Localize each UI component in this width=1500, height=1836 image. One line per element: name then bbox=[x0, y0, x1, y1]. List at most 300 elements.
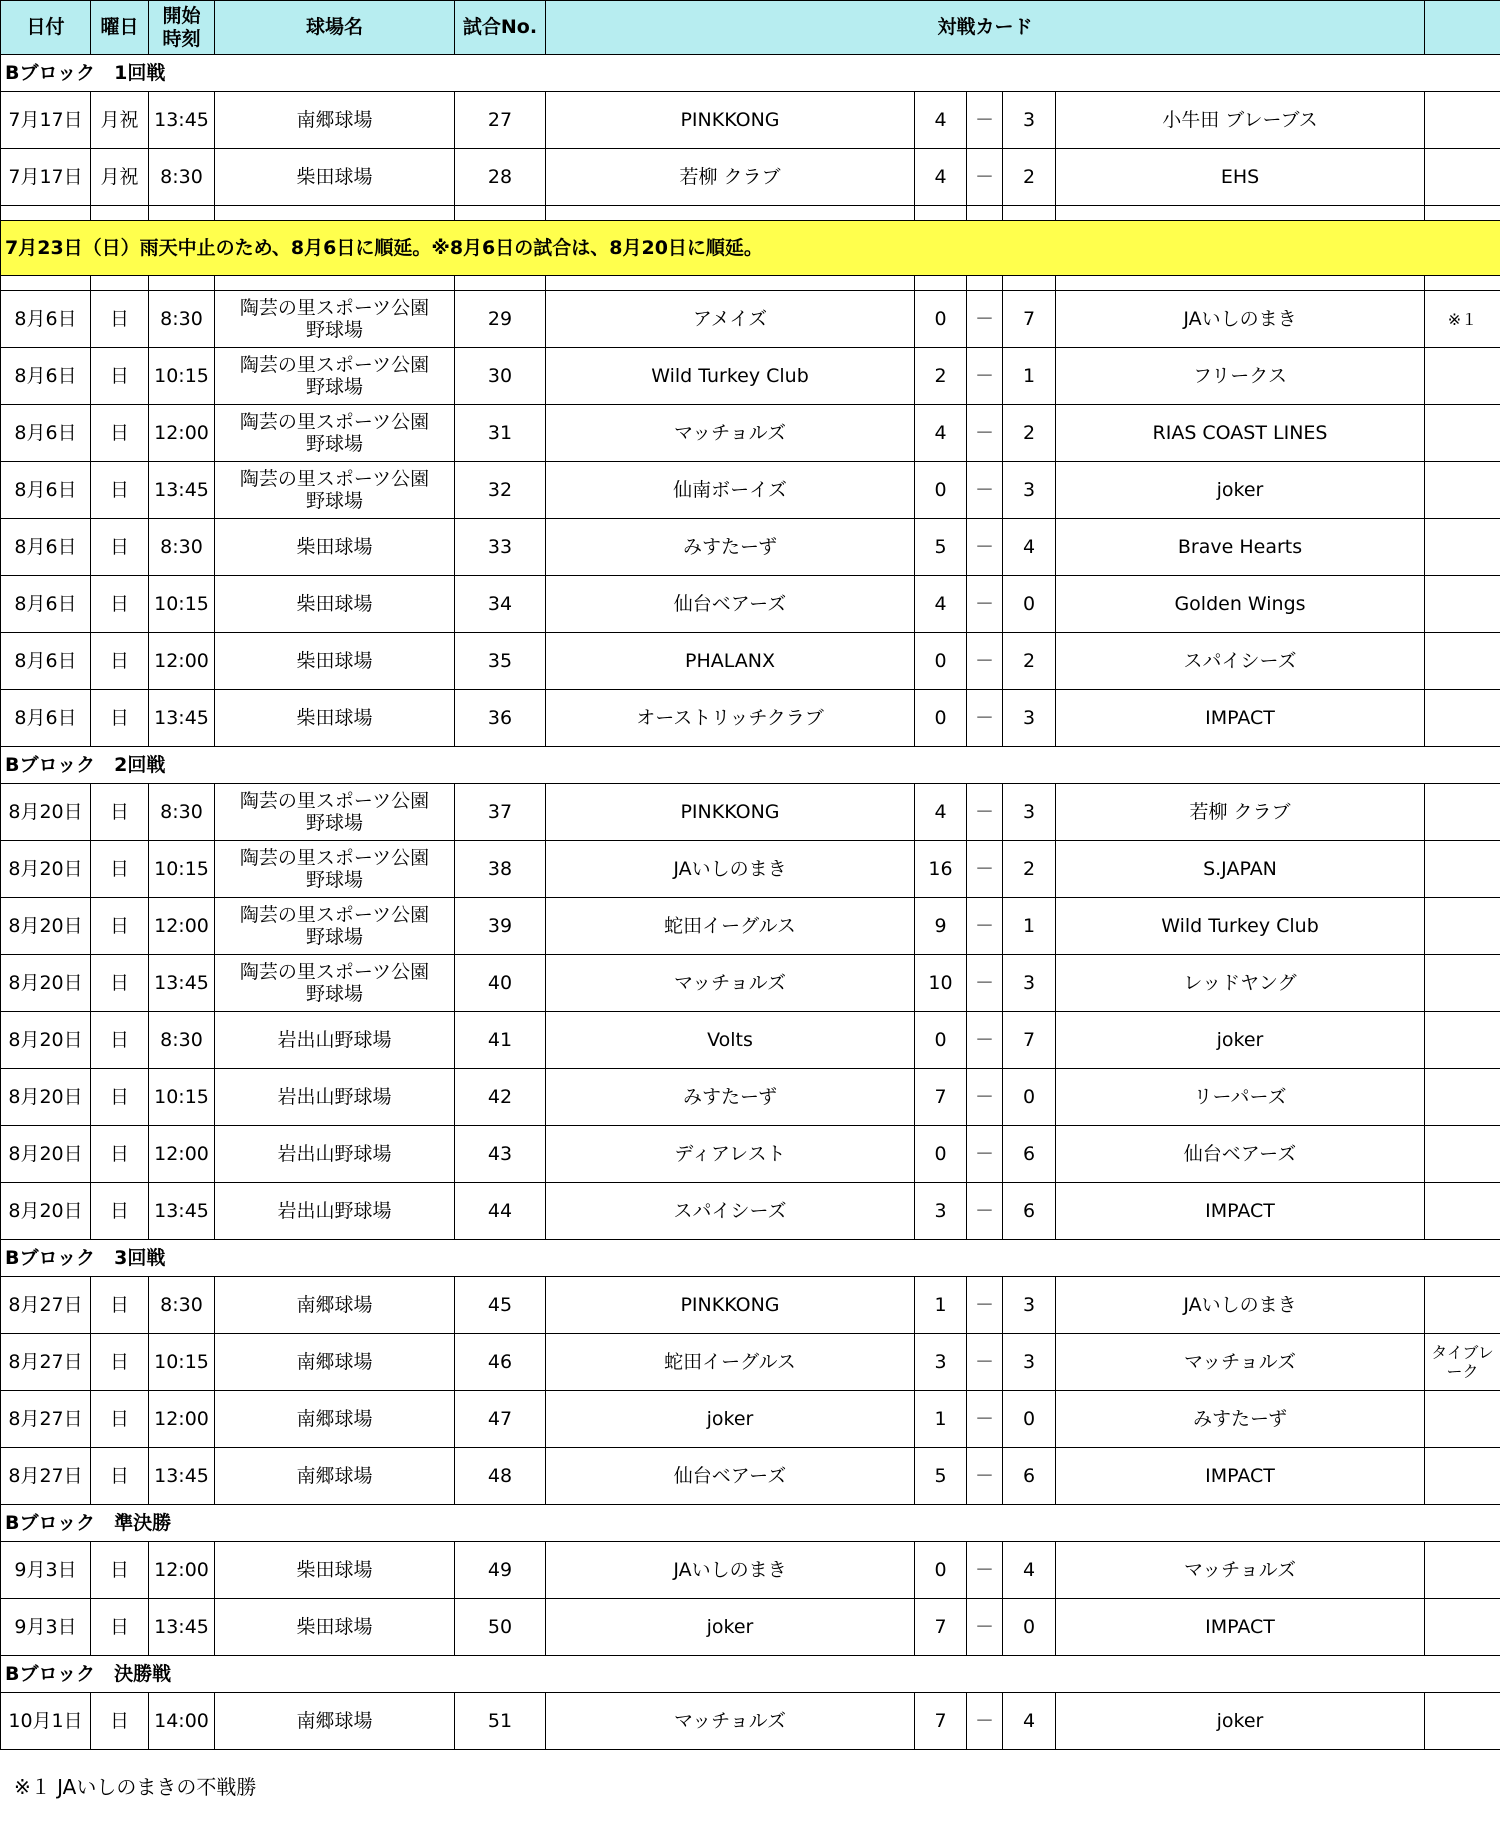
game-date: 8月20日 bbox=[1, 1183, 91, 1240]
game-start-time: 10:15 bbox=[149, 576, 215, 633]
game-weekday: 日 bbox=[91, 841, 149, 898]
away-score: 0 bbox=[1003, 576, 1056, 633]
venue-name-line2: 野球場 bbox=[305, 812, 363, 834]
game-note bbox=[1425, 955, 1500, 1012]
game-note: ※１ bbox=[1425, 291, 1500, 348]
game-weekday: 月祝 bbox=[91, 92, 149, 149]
game-weekday: 日 bbox=[91, 519, 149, 576]
game-number: 31 bbox=[455, 405, 546, 462]
home-score: 7 bbox=[915, 1069, 967, 1126]
footnote: ※１ JAいしのまきの不戦勝 bbox=[14, 1775, 257, 1799]
score-dash: － bbox=[967, 1012, 1003, 1069]
game-weekday: 日 bbox=[91, 898, 149, 955]
section-title: Bブロック 決勝戦 bbox=[1, 1656, 1500, 1693]
game-date: 10月1日 bbox=[1, 1693, 91, 1750]
venue-name: 柴田球場 bbox=[296, 165, 373, 188]
game-venue bbox=[215, 92, 455, 149]
game-number: 39 bbox=[455, 898, 546, 955]
game-weekday: 日 bbox=[91, 1126, 149, 1183]
score-dash: － bbox=[967, 1334, 1003, 1391]
game-note bbox=[1425, 1391, 1500, 1448]
home-team: JAいしのまき bbox=[546, 841, 915, 898]
game-number: 37 bbox=[455, 784, 546, 841]
venue-name: 岩出山野球場 bbox=[277, 1028, 392, 1051]
header-game-no: 試合No. bbox=[455, 1, 546, 55]
header-weekday: 曜日 bbox=[91, 1, 149, 55]
venue-name: 南郷球場 bbox=[296, 1407, 373, 1430]
away-team: Wild Turkey Club bbox=[1056, 898, 1425, 955]
game-date: 8月6日 bbox=[1, 291, 91, 348]
section-title: Bブロック 1回戦 bbox=[1, 55, 1500, 92]
rain-postponement-notice: 7月23日（日）雨天中止のため、8月6日に順延。※8月6日の試合は、8月20日に順延。 bbox=[1, 221, 1500, 276]
game-venue bbox=[215, 1277, 455, 1334]
game-weekday: 日 bbox=[91, 1069, 149, 1126]
game-note bbox=[1425, 784, 1500, 841]
score-dash: － bbox=[967, 1183, 1003, 1240]
away-score: 6 bbox=[1003, 1448, 1056, 1505]
venue-name: 岩出山野球場 bbox=[277, 1199, 392, 1222]
game-note bbox=[1425, 1126, 1500, 1183]
venue-name: 南郷球場 bbox=[296, 1350, 373, 1373]
away-score: 2 bbox=[1003, 841, 1056, 898]
game-venue bbox=[215, 348, 455, 405]
game-weekday: 日 bbox=[91, 1391, 149, 1448]
away-team: EHS bbox=[1056, 149, 1425, 206]
game-start-time: 13:45 bbox=[149, 92, 215, 149]
game-date: 8月6日 bbox=[1, 348, 91, 405]
game-number: 35 bbox=[455, 633, 546, 690]
game-venue bbox=[215, 1693, 455, 1750]
score-dash: － bbox=[967, 1277, 1003, 1334]
game-number: 48 bbox=[455, 1448, 546, 1505]
game-venue bbox=[215, 1012, 455, 1069]
venue-name-line2: 野球場 bbox=[305, 490, 363, 512]
header-row bbox=[1, 1, 1500, 55]
venue-name: 陶芸の里スポーツ公園 bbox=[239, 847, 430, 869]
game-note bbox=[1425, 898, 1500, 955]
away-team: 小牛田 ブレーブス bbox=[1056, 92, 1425, 149]
game-note bbox=[1425, 576, 1500, 633]
game-venue bbox=[215, 149, 455, 206]
game-weekday: 日 bbox=[91, 784, 149, 841]
away-team: IMPACT bbox=[1056, 1599, 1425, 1656]
game-weekday: 日 bbox=[91, 690, 149, 747]
game-row bbox=[1, 1126, 1500, 1183]
game-note bbox=[1425, 841, 1500, 898]
game-date: 8月6日 bbox=[1, 519, 91, 576]
away-team: マッチョルズ bbox=[1056, 1334, 1425, 1391]
game-note bbox=[1425, 1183, 1500, 1240]
score-dash: － bbox=[967, 1126, 1003, 1183]
game-start-time: 14:00 bbox=[149, 1693, 215, 1750]
game-weekday: 日 bbox=[91, 955, 149, 1012]
game-number: 49 bbox=[455, 1542, 546, 1599]
game-venue bbox=[215, 1599, 455, 1656]
venue-name: 陶芸の里スポーツ公園 bbox=[239, 790, 430, 812]
game-number: 28 bbox=[455, 149, 546, 206]
game-start-time: 12:00 bbox=[149, 898, 215, 955]
game-date: 9月3日 bbox=[1, 1542, 91, 1599]
home-score: 0 bbox=[915, 1012, 967, 1069]
home-team: Wild Turkey Club bbox=[546, 348, 915, 405]
home-team: オーストリッチクラブ bbox=[546, 690, 915, 747]
score-dash: － bbox=[967, 405, 1003, 462]
game-number: 46 bbox=[455, 1334, 546, 1391]
game-venue bbox=[215, 633, 455, 690]
game-venue bbox=[215, 784, 455, 841]
header-venue: 球場名 bbox=[215, 1, 455, 55]
game-venue bbox=[215, 1542, 455, 1599]
home-team: マッチョルズ bbox=[546, 955, 915, 1012]
away-score: 0 bbox=[1003, 1391, 1056, 1448]
game-row bbox=[1, 1599, 1500, 1656]
game-start-time: 13:45 bbox=[149, 1448, 215, 1505]
home-team: 蛇田イーグルス bbox=[546, 1334, 915, 1391]
score-dash: － bbox=[967, 784, 1003, 841]
game-number: 36 bbox=[455, 690, 546, 747]
venue-name: 陶芸の里スポーツ公園 bbox=[239, 411, 430, 433]
venue-name-line2: 野球場 bbox=[305, 983, 363, 1005]
game-row bbox=[1, 898, 1500, 955]
away-team: joker bbox=[1056, 1012, 1425, 1069]
away-score: 7 bbox=[1003, 291, 1056, 348]
away-team: S.JAPAN bbox=[1056, 841, 1425, 898]
game-start-time: 8:30 bbox=[149, 519, 215, 576]
home-team: PINKKONG bbox=[546, 784, 915, 841]
notice-row bbox=[1, 221, 1500, 276]
game-number: 43 bbox=[455, 1126, 546, 1183]
home-team: PINKKONG bbox=[546, 1277, 915, 1334]
game-start-time: 13:45 bbox=[149, 955, 215, 1012]
game-venue bbox=[215, 462, 455, 519]
away-score: 1 bbox=[1003, 898, 1056, 955]
game-start-time: 8:30 bbox=[149, 1012, 215, 1069]
venue-name: 陶芸の里スポーツ公園 bbox=[239, 468, 430, 490]
game-weekday: 日 bbox=[91, 1277, 149, 1334]
game-note bbox=[1425, 690, 1500, 747]
away-score: 4 bbox=[1003, 1693, 1056, 1750]
game-number: 40 bbox=[455, 955, 546, 1012]
game-weekday: 日 bbox=[91, 1012, 149, 1069]
score-dash: － bbox=[967, 348, 1003, 405]
game-row bbox=[1, 955, 1500, 1012]
game-row bbox=[1, 784, 1500, 841]
home-score: 4 bbox=[915, 405, 967, 462]
game-note bbox=[1425, 1012, 1500, 1069]
home-team: PHALANX bbox=[546, 633, 915, 690]
game-date: 7月17日 bbox=[1, 92, 91, 149]
game-date: 8月20日 bbox=[1, 1012, 91, 1069]
away-score: 3 bbox=[1003, 955, 1056, 1012]
spacer-cell bbox=[149, 276, 215, 291]
game-weekday: 日 bbox=[91, 1183, 149, 1240]
game-row bbox=[1, 1391, 1500, 1448]
spacer-cell bbox=[1, 206, 91, 221]
game-weekday: 日 bbox=[91, 1599, 149, 1656]
game-venue bbox=[215, 405, 455, 462]
game-date: 8月6日 bbox=[1, 576, 91, 633]
home-score: 0 bbox=[915, 291, 967, 348]
game-date: 8月20日 bbox=[1, 1126, 91, 1183]
game-number: 45 bbox=[455, 1277, 546, 1334]
game-number: 30 bbox=[455, 348, 546, 405]
venue-name: 柴田球場 bbox=[296, 706, 373, 729]
away-score: 6 bbox=[1003, 1126, 1056, 1183]
game-date: 8月20日 bbox=[1, 1069, 91, 1126]
game-note bbox=[1425, 1693, 1500, 1750]
home-score: 3 bbox=[915, 1183, 967, 1240]
game-weekday: 日 bbox=[91, 291, 149, 348]
game-note bbox=[1425, 1542, 1500, 1599]
venue-name: 南郷球場 bbox=[296, 108, 373, 131]
game-number: 44 bbox=[455, 1183, 546, 1240]
game-row bbox=[1, 1277, 1500, 1334]
game-note: タイブレーク bbox=[1425, 1334, 1500, 1391]
section-header-row bbox=[1, 747, 1500, 784]
spacer-cell bbox=[215, 276, 455, 291]
game-venue bbox=[215, 955, 455, 1012]
away-score: 3 bbox=[1003, 92, 1056, 149]
section-title: Bブロック 準決勝 bbox=[1, 1505, 1500, 1542]
away-score: 6 bbox=[1003, 1183, 1056, 1240]
home-score: 1 bbox=[915, 1391, 967, 1448]
game-date: 7月17日 bbox=[1, 149, 91, 206]
score-dash: － bbox=[967, 633, 1003, 690]
away-team: joker bbox=[1056, 462, 1425, 519]
game-start-time: 12:00 bbox=[149, 1542, 215, 1599]
game-weekday: 日 bbox=[91, 405, 149, 462]
game-row bbox=[1, 576, 1500, 633]
game-row bbox=[1, 841, 1500, 898]
game-number: 27 bbox=[455, 92, 546, 149]
venue-name: 陶芸の里スポーツ公園 bbox=[239, 961, 430, 983]
home-score: 9 bbox=[915, 898, 967, 955]
game-venue bbox=[215, 1334, 455, 1391]
home-score: 0 bbox=[915, 462, 967, 519]
away-score: 7 bbox=[1003, 1012, 1056, 1069]
header-start-line2: 時刻 bbox=[162, 27, 201, 50]
venue-name: 柴田球場 bbox=[296, 1558, 373, 1581]
game-venue bbox=[215, 576, 455, 633]
venue-name: 柴田球場 bbox=[296, 592, 373, 615]
away-score: 1 bbox=[1003, 348, 1056, 405]
home-score: 4 bbox=[915, 149, 967, 206]
section-header-row bbox=[1, 1656, 1500, 1693]
game-note bbox=[1425, 1448, 1500, 1505]
header-note bbox=[1425, 1, 1500, 55]
home-score: 10 bbox=[915, 955, 967, 1012]
game-date: 8月6日 bbox=[1, 633, 91, 690]
away-team: RIAS COAST LINES bbox=[1056, 405, 1425, 462]
game-row bbox=[1, 1183, 1500, 1240]
away-team: レッドヤング bbox=[1056, 955, 1425, 1012]
spacer-cell bbox=[1, 276, 91, 291]
home-score: 0 bbox=[915, 633, 967, 690]
away-team: 仙台ベアーズ bbox=[1056, 1126, 1425, 1183]
home-score: 0 bbox=[915, 1542, 967, 1599]
away-team: リーパーズ bbox=[1056, 1069, 1425, 1126]
away-team: マッチョルズ bbox=[1056, 1542, 1425, 1599]
game-number: 51 bbox=[455, 1693, 546, 1750]
game-date: 8月27日 bbox=[1, 1448, 91, 1505]
venue-name-line2: 野球場 bbox=[305, 319, 363, 341]
venue-name-line2: 野球場 bbox=[305, 376, 363, 398]
game-start-time: 12:00 bbox=[149, 1126, 215, 1183]
game-start-time: 8:30 bbox=[149, 149, 215, 206]
game-start-time: 10:15 bbox=[149, 841, 215, 898]
venue-name-line2: 野球場 bbox=[305, 926, 363, 948]
score-dash: － bbox=[967, 519, 1003, 576]
away-team: IMPACT bbox=[1056, 1448, 1425, 1505]
spacer-cell bbox=[1425, 276, 1500, 291]
score-dash: － bbox=[967, 690, 1003, 747]
home-team: スパイシーズ bbox=[546, 1183, 915, 1240]
home-team: Volts bbox=[546, 1012, 915, 1069]
header-date: 日付 bbox=[1, 1, 91, 55]
game-venue bbox=[215, 1183, 455, 1240]
spacer-cell bbox=[546, 276, 915, 291]
spacer-cell bbox=[1056, 206, 1425, 221]
spacer-cell bbox=[1003, 276, 1056, 291]
game-row bbox=[1, 1069, 1500, 1126]
game-start-time: 13:45 bbox=[149, 1599, 215, 1656]
home-score: 1 bbox=[915, 1277, 967, 1334]
game-start-time: 12:00 bbox=[149, 405, 215, 462]
venue-name: 柴田球場 bbox=[296, 535, 373, 558]
game-row bbox=[1, 405, 1500, 462]
game-weekday: 日 bbox=[91, 1448, 149, 1505]
game-weekday: 日 bbox=[91, 1542, 149, 1599]
spacer-cell bbox=[546, 206, 915, 221]
game-date: 8月6日 bbox=[1, 462, 91, 519]
game-number: 33 bbox=[455, 519, 546, 576]
spacer-cell bbox=[1425, 206, 1500, 221]
away-team: スパイシーズ bbox=[1056, 633, 1425, 690]
game-start-time: 10:15 bbox=[149, 1069, 215, 1126]
game-venue bbox=[215, 291, 455, 348]
schedule-body bbox=[1, 55, 1500, 1750]
home-team: joker bbox=[546, 1599, 915, 1656]
game-start-time: 13:45 bbox=[149, 690, 215, 747]
away-team: IMPACT bbox=[1056, 690, 1425, 747]
away-score: 4 bbox=[1003, 1542, 1056, 1599]
game-venue bbox=[215, 1391, 455, 1448]
game-venue bbox=[215, 1069, 455, 1126]
spacer-cell bbox=[1003, 206, 1056, 221]
game-weekday: 日 bbox=[91, 576, 149, 633]
spacer-cell bbox=[915, 276, 967, 291]
game-number: 50 bbox=[455, 1599, 546, 1656]
spacer-row bbox=[1, 276, 1500, 291]
away-team: みすたーず bbox=[1056, 1391, 1425, 1448]
game-number: 34 bbox=[455, 576, 546, 633]
game-weekday: 日 bbox=[91, 1693, 149, 1750]
home-team: 蛇田イーグルス bbox=[546, 898, 915, 955]
game-note bbox=[1425, 1599, 1500, 1656]
game-row bbox=[1, 92, 1500, 149]
game-row bbox=[1, 291, 1500, 348]
spacer-cell bbox=[967, 206, 1003, 221]
spacer-cell bbox=[91, 276, 149, 291]
home-score: 4 bbox=[915, 92, 967, 149]
home-team: マッチョルズ bbox=[546, 1693, 915, 1750]
game-note bbox=[1425, 92, 1500, 149]
home-team: アメイズ bbox=[546, 291, 915, 348]
game-number: 38 bbox=[455, 841, 546, 898]
game-weekday: 日 bbox=[91, 633, 149, 690]
venue-name: 南郷球場 bbox=[296, 1464, 373, 1487]
venue-name-line2: 野球場 bbox=[305, 869, 363, 891]
home-score: 0 bbox=[915, 690, 967, 747]
score-dash: － bbox=[967, 1542, 1003, 1599]
game-start-time: 10:15 bbox=[149, 1334, 215, 1391]
game-row bbox=[1, 1448, 1500, 1505]
game-note bbox=[1425, 149, 1500, 206]
score-dash: － bbox=[967, 1599, 1003, 1656]
game-date: 8月20日 bbox=[1, 898, 91, 955]
game-date: 8月27日 bbox=[1, 1334, 91, 1391]
game-row bbox=[1, 348, 1500, 405]
game-date: 8月20日 bbox=[1, 955, 91, 1012]
game-row bbox=[1, 149, 1500, 206]
game-row bbox=[1, 690, 1500, 747]
section-header-row bbox=[1, 1505, 1500, 1542]
home-team: 仙南ボーイズ bbox=[546, 462, 915, 519]
venue-name: 陶芸の里スポーツ公園 bbox=[239, 297, 430, 319]
away-team: Brave Hearts bbox=[1056, 519, 1425, 576]
spacer-cell bbox=[149, 206, 215, 221]
game-row bbox=[1, 1693, 1500, 1750]
game-start-time: 12:00 bbox=[149, 633, 215, 690]
header-start-time bbox=[149, 1, 215, 55]
home-team: ディアレスト bbox=[546, 1126, 915, 1183]
section-header-row bbox=[1, 55, 1500, 92]
away-score: 0 bbox=[1003, 1069, 1056, 1126]
home-team: joker bbox=[546, 1391, 915, 1448]
spacer-cell bbox=[1056, 276, 1425, 291]
game-date: 9月3日 bbox=[1, 1599, 91, 1656]
section-title: Bブロック 3回戦 bbox=[1, 1240, 1500, 1277]
spacer-cell bbox=[967, 276, 1003, 291]
game-row bbox=[1, 1012, 1500, 1069]
game-row bbox=[1, 1334, 1500, 1391]
score-dash: － bbox=[967, 1448, 1003, 1505]
score-dash: － bbox=[967, 841, 1003, 898]
game-date: 8月6日 bbox=[1, 690, 91, 747]
score-dash: － bbox=[967, 1069, 1003, 1126]
score-dash: － bbox=[967, 92, 1003, 149]
game-row bbox=[1, 462, 1500, 519]
home-team: みすたーず bbox=[546, 519, 915, 576]
game-note bbox=[1425, 348, 1500, 405]
header-start-line1: 開始 bbox=[162, 4, 201, 27]
home-score: 3 bbox=[915, 1334, 967, 1391]
game-date: 8月20日 bbox=[1, 841, 91, 898]
away-team: JAいしのまき bbox=[1056, 291, 1425, 348]
game-start-time: 10:15 bbox=[149, 348, 215, 405]
away-team: IMPACT bbox=[1056, 1183, 1425, 1240]
home-team: PINKKONG bbox=[546, 92, 915, 149]
game-date: 8月6日 bbox=[1, 405, 91, 462]
away-score: 2 bbox=[1003, 149, 1056, 206]
game-note bbox=[1425, 1277, 1500, 1334]
home-score: 5 bbox=[915, 1448, 967, 1505]
game-number: 47 bbox=[455, 1391, 546, 1448]
home-score: 7 bbox=[915, 1693, 967, 1750]
away-score: 3 bbox=[1003, 1334, 1056, 1391]
home-team: 仙台ベアーズ bbox=[546, 1448, 915, 1505]
spacer-cell bbox=[91, 206, 149, 221]
